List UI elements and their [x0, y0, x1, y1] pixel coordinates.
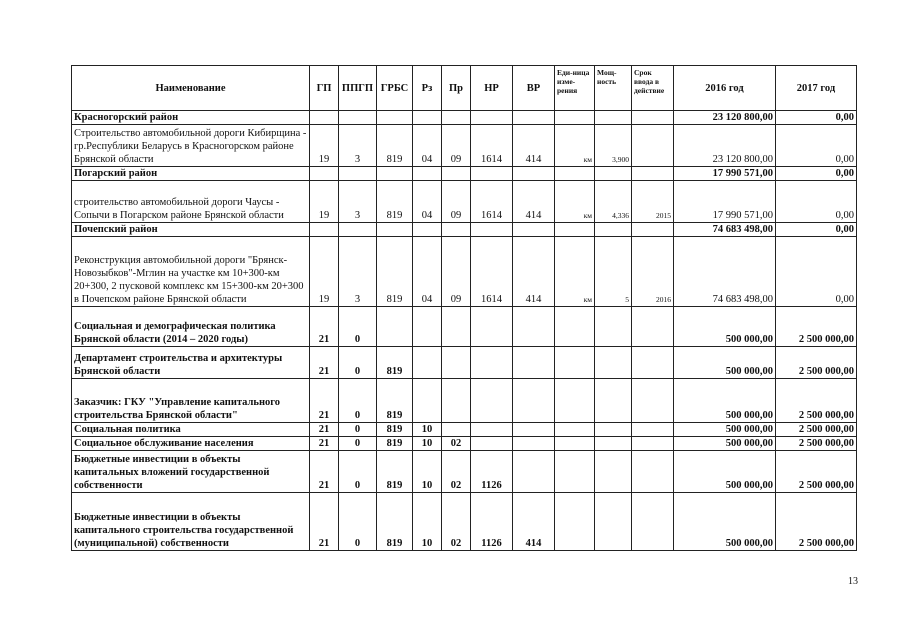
table-cell: 0 [339, 379, 377, 423]
table-cell: 4,336 [595, 181, 632, 223]
table-cell: 3 [339, 125, 377, 167]
table-cell: 414 [513, 237, 555, 307]
table-cell [595, 307, 632, 347]
table-cell [377, 223, 413, 237]
table-cell [555, 167, 595, 181]
table-cell: Красногорский район [72, 111, 310, 125]
col-header-pr: Пр [442, 66, 471, 111]
table-cell [442, 223, 471, 237]
table-cell [555, 307, 595, 347]
table-row [72, 423, 857, 437]
table-row [72, 223, 857, 237]
table-cell: 1614 [471, 181, 513, 223]
table-cell [632, 437, 674, 451]
table-cell [471, 111, 513, 125]
table-cell [339, 167, 377, 181]
table-cell [413, 379, 442, 423]
table-cell [595, 437, 632, 451]
table-cell: 0,00 [776, 223, 857, 237]
table-cell: Почепский район [72, 223, 310, 237]
table-cell: Социальная и демографическая политика Брянской области (2014 – 2020 годы) [72, 307, 310, 347]
table-cell [310, 167, 339, 181]
table-row [72, 379, 857, 423]
table-cell: 414 [513, 181, 555, 223]
table-cell: 74 683 498,00 [674, 223, 776, 237]
table-cell [555, 111, 595, 125]
table-cell: 2 500 000,00 [776, 347, 857, 379]
table-cell: 1614 [471, 237, 513, 307]
table-cell: 819 [377, 451, 413, 493]
table-cell: 2016 [632, 237, 674, 307]
table-row [72, 347, 857, 379]
table-cell [555, 379, 595, 423]
table-cell: Строительство автомобильной дороги Кибирщина - гр.Республики Беларусь в Красногорском районе Брянской области [72, 125, 310, 167]
table-cell: 500 000,00 [674, 437, 776, 451]
table-cell [555, 437, 595, 451]
col-header-unit: Еди-ница изме-рения [555, 66, 595, 111]
table-cell: км [555, 237, 595, 307]
table-cell: 10 [413, 493, 442, 551]
table-cell: 1126 [471, 493, 513, 551]
table-cell [513, 379, 555, 423]
table-cell: 19 [310, 181, 339, 223]
table-row [72, 237, 857, 307]
table-cell: 819 [377, 423, 413, 437]
table-cell [513, 437, 555, 451]
table-cell: 02 [442, 493, 471, 551]
table-cell: 0 [339, 437, 377, 451]
col-header-2017: 2017 год [776, 66, 857, 111]
table-cell [442, 423, 471, 437]
table-cell: 2 500 000,00 [776, 307, 857, 347]
table-cell [442, 111, 471, 125]
col-header-rz: Рз [413, 66, 442, 111]
table-cell: 819 [377, 237, 413, 307]
table-cell [471, 167, 513, 181]
table-cell [595, 423, 632, 437]
table-cell [513, 111, 555, 125]
table-cell: 414 [513, 125, 555, 167]
table-cell [555, 223, 595, 237]
table-cell [513, 347, 555, 379]
table-cell [595, 493, 632, 551]
table-cell: 21 [310, 451, 339, 493]
table-cell: 500 000,00 [674, 493, 776, 551]
table-cell: 500 000,00 [674, 451, 776, 493]
table-cell: 23 120 800,00 [674, 111, 776, 125]
table-cell [413, 347, 442, 379]
table-cell: 819 [377, 379, 413, 423]
table-cell: км [555, 125, 595, 167]
table-cell: 04 [413, 125, 442, 167]
table-cell: 0,00 [776, 125, 857, 167]
table-cell [377, 307, 413, 347]
table-cell [442, 167, 471, 181]
table-cell [595, 223, 632, 237]
table-cell: 819 [377, 181, 413, 223]
table-cell: Бюджетные инвестиции в объекты капитального строительства государственной (муниципальной) собственности [72, 493, 310, 551]
table-cell: 0 [339, 423, 377, 437]
table-cell [310, 223, 339, 237]
table-cell: 819 [377, 493, 413, 551]
table-cell: 414 [513, 493, 555, 551]
table-cell: 500 000,00 [674, 423, 776, 437]
table-cell [632, 307, 674, 347]
table-cell: км [555, 181, 595, 223]
table-cell: 2 500 000,00 [776, 437, 857, 451]
table-cell [555, 347, 595, 379]
table-cell: 3 [339, 237, 377, 307]
table-cell [595, 451, 632, 493]
table-cell [513, 423, 555, 437]
table-cell: 21 [310, 493, 339, 551]
table-cell: 819 [377, 347, 413, 379]
table-cell [555, 423, 595, 437]
table-cell [339, 223, 377, 237]
table-cell [632, 167, 674, 181]
table-cell: 19 [310, 125, 339, 167]
table-cell: 17 990 571,00 [674, 181, 776, 223]
table-cell: 1614 [471, 125, 513, 167]
table-cell [513, 451, 555, 493]
table-cell: 21 [310, 437, 339, 451]
table-row [72, 493, 857, 551]
table-cell: 0 [339, 347, 377, 379]
table-cell: 02 [442, 451, 471, 493]
col-header-grbs: ГРБС [377, 66, 413, 111]
table-cell: Заказчик: ГКУ "Управление капитального строительства Брянской области" [72, 379, 310, 423]
table-cell: 3 [339, 181, 377, 223]
table-cell [513, 167, 555, 181]
table-cell [632, 125, 674, 167]
table-cell [595, 167, 632, 181]
table-cell [442, 347, 471, 379]
col-header-commission-date: Срок ввода в действие [632, 66, 674, 111]
table-cell [377, 111, 413, 125]
table-cell: Реконструкция автомобильной дороги "Брянск-Новозыбков"-Мглин на участке км 10+300-км 20+300, 2 пусковой комплекс км 15+300-км 20+300 в Почепском районе Брянской области [72, 237, 310, 307]
table-row [72, 111, 857, 125]
table-cell [471, 437, 513, 451]
table-row [72, 125, 857, 167]
table-cell [632, 223, 674, 237]
table-cell: 0,00 [776, 167, 857, 181]
table-cell: 10 [413, 423, 442, 437]
table-cell: 21 [310, 307, 339, 347]
table-cell: 500 000,00 [674, 347, 776, 379]
table-cell: 0,00 [776, 111, 857, 125]
table-cell: 2 500 000,00 [776, 379, 857, 423]
table-cell [595, 347, 632, 379]
table-cell: 0 [339, 451, 377, 493]
table-row [72, 307, 857, 347]
table-cell [555, 493, 595, 551]
col-header-vr: ВР [513, 66, 555, 111]
table-cell: 21 [310, 423, 339, 437]
col-header-2016: 2016 год [674, 66, 776, 111]
table-cell [471, 423, 513, 437]
budget-table [71, 65, 857, 551]
table-cell: 3,900 [595, 125, 632, 167]
table-cell [413, 307, 442, 347]
table-cell: 09 [442, 181, 471, 223]
col-header-name: Наименование [72, 66, 310, 111]
table-cell [471, 347, 513, 379]
table-cell: 04 [413, 181, 442, 223]
table-cell: Погарский район [72, 167, 310, 181]
table-cell: 2015 [632, 181, 674, 223]
table-cell: 74 683 498,00 [674, 237, 776, 307]
table-cell: 02 [442, 437, 471, 451]
table-cell [413, 111, 442, 125]
table-cell [471, 223, 513, 237]
col-header-capacity: Мощ-ность [595, 66, 632, 111]
table-cell: 1126 [471, 451, 513, 493]
table-cell: 0,00 [776, 237, 857, 307]
table-cell [632, 111, 674, 125]
col-header-nr: НР [471, 66, 513, 111]
table-row [72, 437, 857, 451]
table-cell: 09 [442, 237, 471, 307]
table-cell: 10 [413, 451, 442, 493]
table-cell [632, 493, 674, 551]
table-cell [413, 223, 442, 237]
table-cell: 2 500 000,00 [776, 493, 857, 551]
table-cell [513, 307, 555, 347]
table-cell [471, 379, 513, 423]
table-cell: Социальная политика [72, 423, 310, 437]
table-cell: 09 [442, 125, 471, 167]
table-cell [595, 379, 632, 423]
table-cell: 04 [413, 237, 442, 307]
table-cell [442, 379, 471, 423]
table-cell: 21 [310, 379, 339, 423]
table-cell: 23 120 800,00 [674, 125, 776, 167]
table-row [72, 167, 857, 181]
table-cell: 0 [339, 307, 377, 347]
table-cell: 5 [595, 237, 632, 307]
table-cell [555, 451, 595, 493]
table-cell: 500 000,00 [674, 379, 776, 423]
table-cell: 21 [310, 347, 339, 379]
table-cell: 0,00 [776, 181, 857, 223]
table-cell [442, 307, 471, 347]
table-cell: 17 990 571,00 [674, 167, 776, 181]
table-cell: 0 [339, 493, 377, 551]
table-cell: 819 [377, 437, 413, 451]
table-cell [632, 347, 674, 379]
table-cell: Социальное обслуживание населения [72, 437, 310, 451]
table-cell [310, 111, 339, 125]
table-cell [513, 223, 555, 237]
header-row [72, 66, 857, 111]
table-cell [595, 111, 632, 125]
table-row [72, 181, 857, 223]
table-cell: Бюджетные инвестиции в объекты капитальных вложений государственной собственности [72, 451, 310, 493]
table-cell: 500 000,00 [674, 307, 776, 347]
table-cell [377, 167, 413, 181]
page-number: 13 [848, 576, 858, 587]
table-cell [471, 307, 513, 347]
table-cell [632, 423, 674, 437]
table-cell [339, 111, 377, 125]
table-row [72, 451, 857, 493]
table-cell: строительство автомобильной дороги Чаусы - Сопычи в Погарском районе Брянской области [72, 181, 310, 223]
table-cell: 819 [377, 125, 413, 167]
table-cell [632, 451, 674, 493]
table-cell: 19 [310, 237, 339, 307]
table-cell: 2 500 000,00 [776, 451, 857, 493]
table-cell: 10 [413, 437, 442, 451]
col-header-gp: ГП [310, 66, 339, 111]
col-header-ppgp: ППГП [339, 66, 377, 111]
table-cell [413, 167, 442, 181]
table-cell: 2 500 000,00 [776, 423, 857, 437]
table-cell: Департамент строительства и архитектуры Брянской области [72, 347, 310, 379]
table-cell [632, 379, 674, 423]
